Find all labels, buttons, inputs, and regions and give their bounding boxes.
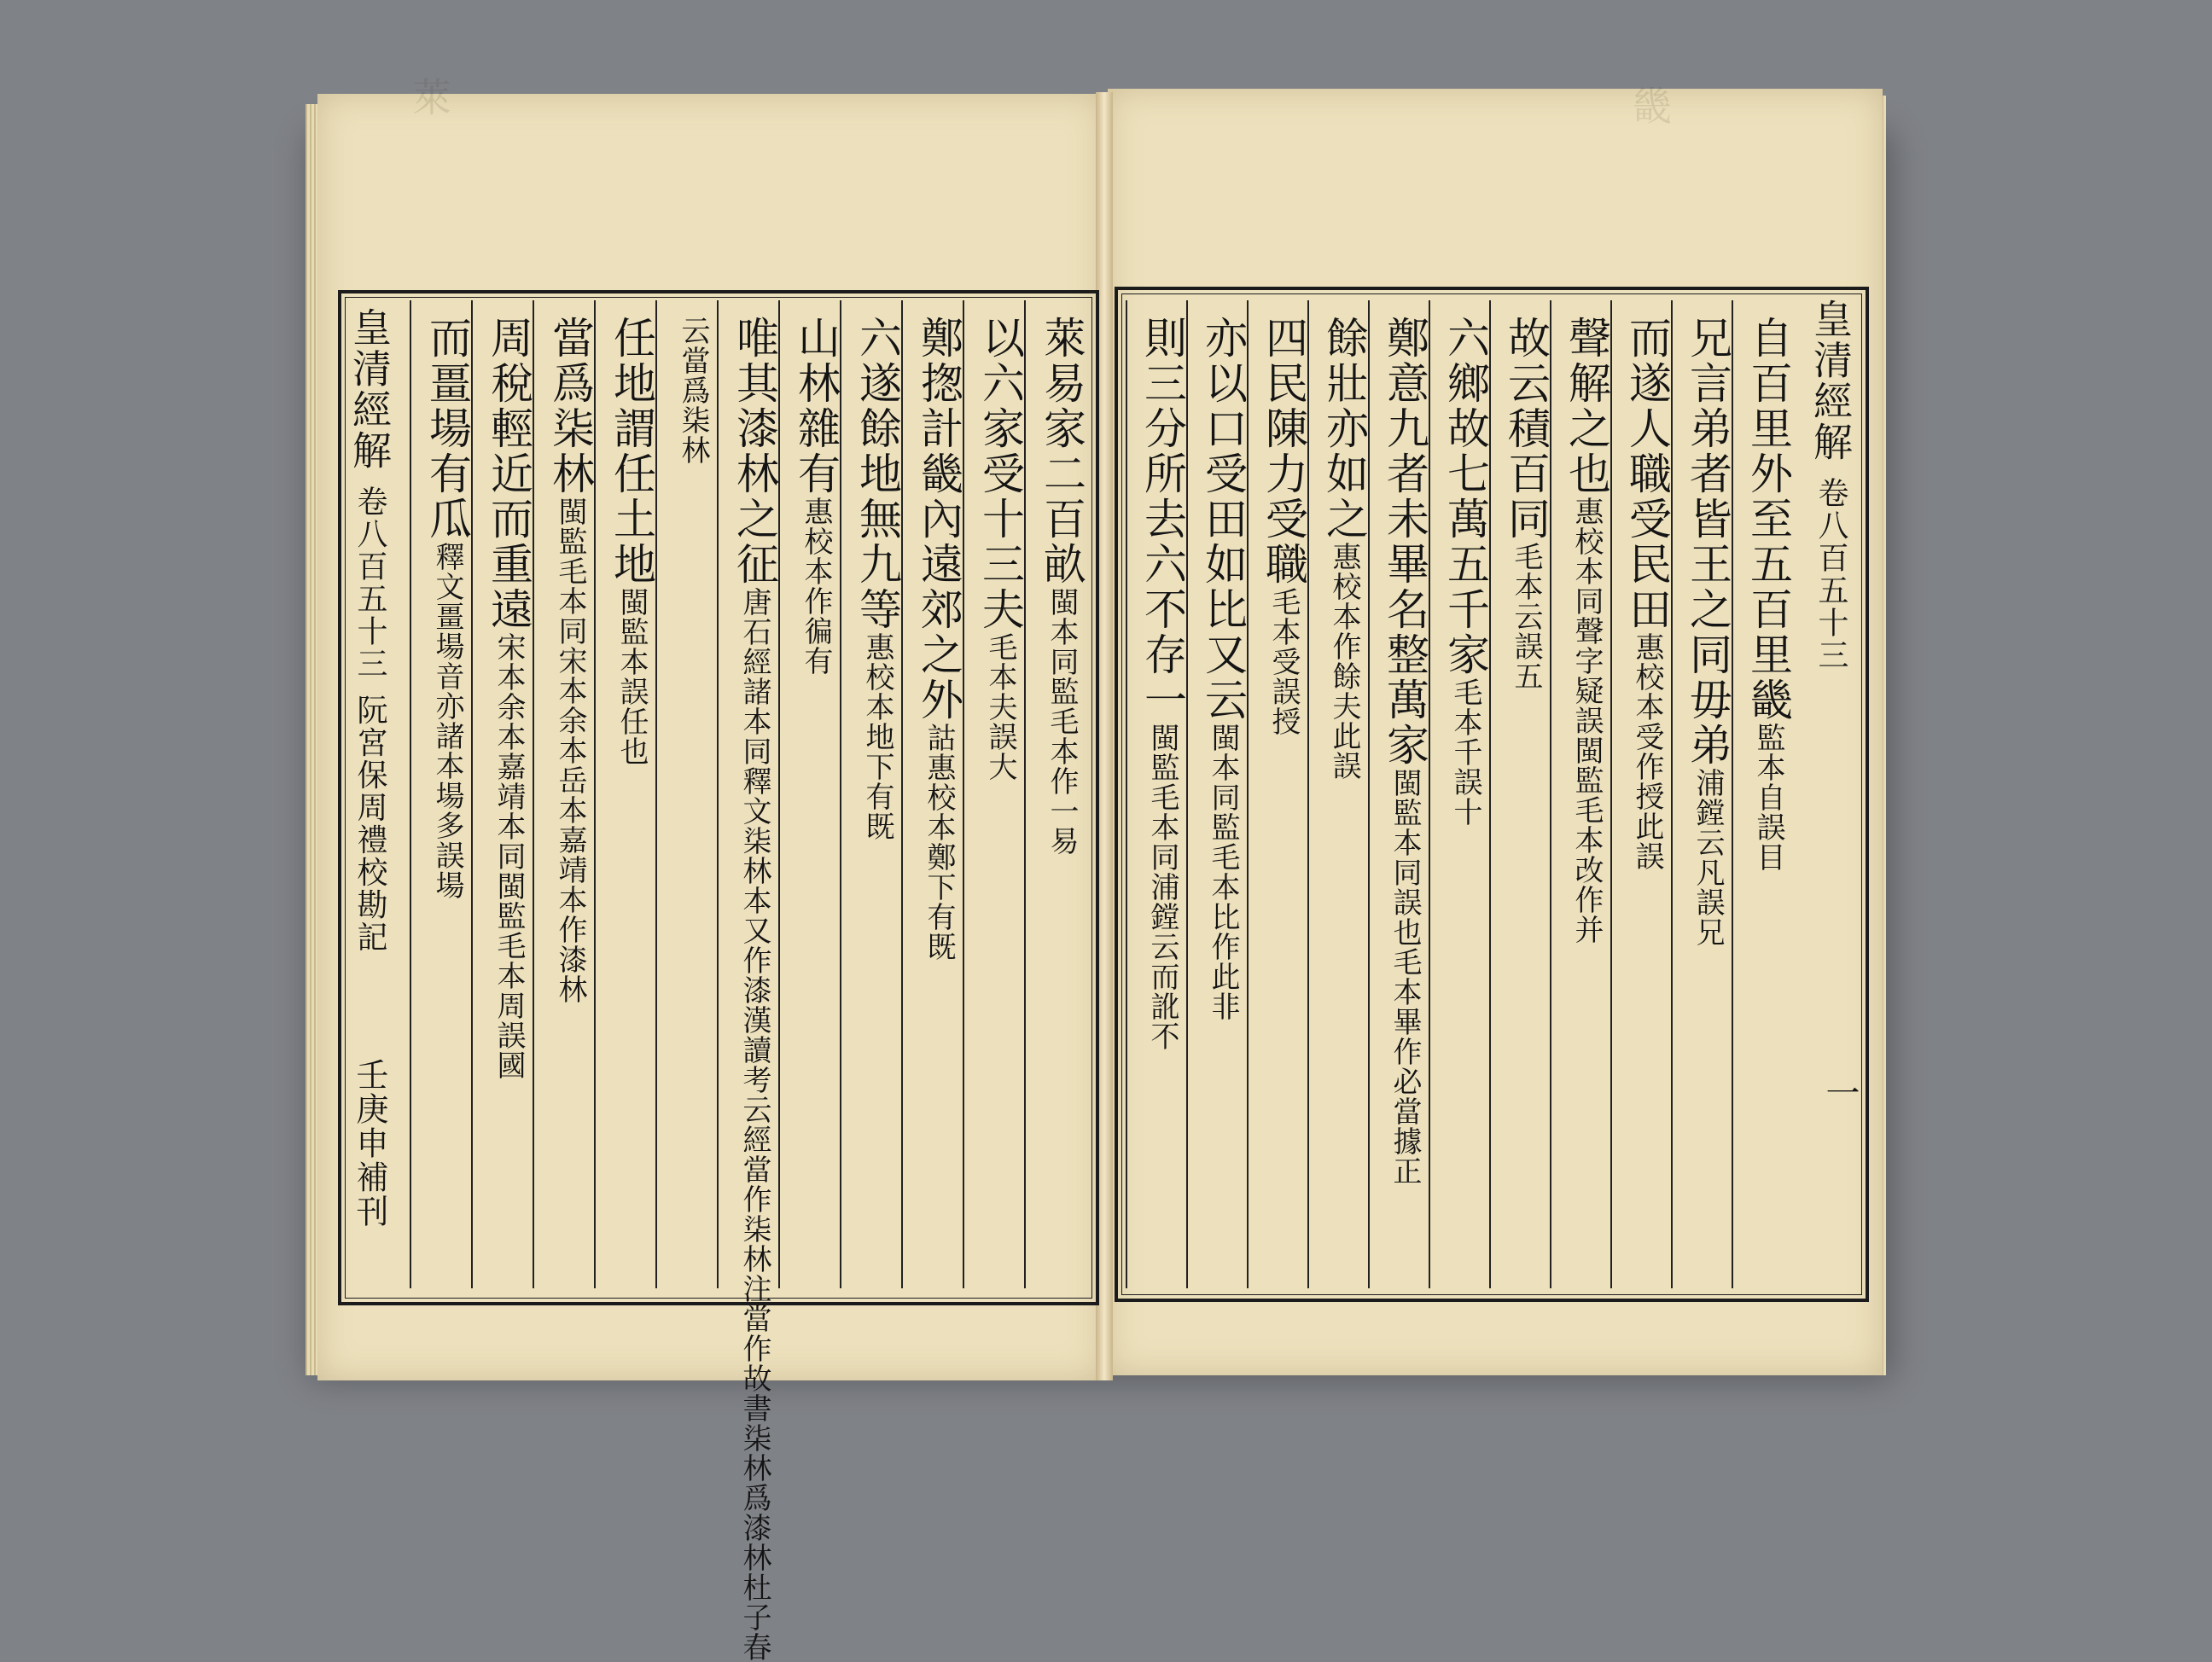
left-annotation-text: 閩監毛本同宋本余本岳本嘉靖本作漆林: [553, 497, 587, 1004]
left-main-text: 山林雜有: [791, 316, 841, 497]
left-main-text: 周稅輕近而重遠: [484, 316, 533, 632]
right-column-text: [1430, 300, 1491, 827]
left-annotation-text: 詁惠校本鄭下有既: [922, 723, 956, 962]
left-column: [655, 300, 719, 1288]
right-annotation-text: 惠校本受作授此誤: [1630, 632, 1664, 871]
right-main-text: 故云積百同: [1501, 316, 1551, 542]
left-column-text: [903, 300, 964, 962]
right-column-text: [1612, 300, 1673, 871]
left-main-text: 以六家受十三夫: [975, 316, 1025, 632]
right-column-text: [1673, 300, 1733, 947]
right-column-text: [1733, 300, 1794, 872]
right-main-text: 兄言弟者皆王之同毋弟: [1683, 316, 1732, 768]
right-spine-banner: [1802, 299, 1859, 671]
left-spine-book-title: 阮宮保周禮校勘記: [352, 694, 387, 954]
right-column: [1126, 300, 1188, 1288]
left-column: [471, 300, 534, 1288]
right-column-text: [1127, 300, 1188, 1051]
left-annotation-text: 惠校本地下有既: [860, 632, 894, 841]
left-annotation-text: 唐石經諸本同釋文柒林本又作漆漢讀考云經當作柒林注當作故書柒林爲漆林杜子春: [737, 587, 771, 1662]
left-main-text: 唯其漆林之征: [730, 316, 779, 587]
left-main-text: 當爲柒林: [545, 316, 595, 497]
right-annotation-text: 毛本云誤五: [1509, 542, 1543, 691]
right-main-text: 餘壯亦如之: [1319, 316, 1369, 542]
right-main-text: 而遂人職受民田: [1622, 316, 1672, 632]
left-spine-banner: [341, 307, 398, 953]
right-column-text: [1551, 300, 1612, 944]
right-column: [1610, 300, 1673, 1288]
right-column: [1429, 300, 1491, 1288]
left-column: [901, 300, 964, 1288]
bleed-through-mark: 萊: [406, 77, 452, 116]
left-main-text: 鄭揔計畿內遠郊之外: [914, 316, 963, 723]
left-annotation-text: 云當爲柒林: [676, 316, 710, 465]
left-printer-note: 壬庚申補刊: [351, 1058, 388, 1229]
left-spine-volume: 卷八百五十三: [352, 485, 387, 680]
left-column-text: [841, 300, 903, 841]
right-main-text: 六鄉故七萬五千家: [1441, 316, 1490, 677]
right-annotation-text: 閩監毛本同浦鏜云而訛不: [1145, 723, 1179, 1051]
left-column-text: [964, 300, 1026, 782]
right-annotation-text: 惠校本作餘夫此誤: [1327, 542, 1361, 781]
left-column-text: [411, 300, 473, 900]
left-annotation-text: 閩本同監毛本作一易: [1045, 587, 1079, 856]
left-annotation-text: 毛本夫誤大: [983, 632, 1017, 782]
right-annotation-text: 毛本受誤授: [1266, 587, 1301, 736]
left-column-text: [1026, 300, 1087, 856]
left-annotation-text: 惠校本作徧有: [799, 497, 833, 676]
right-annotation-text: 閩監本同誤也毛本畢作必當據正: [1388, 768, 1422, 1186]
right-annotation-text: 閩本同監毛本比作此非: [1206, 723, 1240, 1021]
left-column-text: [780, 300, 841, 676]
left-column: [533, 300, 596, 1288]
left-column-text: [473, 300, 534, 1080]
left-annotation-text: 釋文畺場音亦諸本場多誤場: [430, 542, 464, 900]
right-column-text: [1249, 300, 1309, 736]
right-main-text: 四民陳力受職: [1259, 316, 1308, 587]
left-column-text: [719, 300, 780, 1662]
right-annotation-text: 毛本千誤十: [1448, 677, 1482, 827]
right-column: [1307, 300, 1370, 1288]
right-column-text: [1188, 300, 1249, 1021]
right-main-text: 自百里外至五百里畿: [1743, 316, 1793, 723]
left-annotation-text: 閩監本誤任也: [614, 587, 649, 766]
right-column: [1732, 300, 1794, 1288]
left-column-text: [657, 300, 719, 465]
right-column-text: [1309, 300, 1370, 781]
right-column-text: [1491, 300, 1551, 691]
right-column: [1247, 300, 1309, 1288]
left-column: [963, 300, 1026, 1288]
left-column: [1024, 300, 1087, 1288]
left-column: [778, 300, 841, 1288]
right-main-text: 亦以口受田如比又云: [1198, 316, 1248, 723]
left-annotation-text: 宋本余本嘉靖本同閩監毛本周誤國: [492, 632, 526, 1080]
right-column: [1368, 300, 1430, 1288]
left-column: [717, 300, 780, 1662]
right-main-text: 鄭意九者未畢名整萬家: [1380, 316, 1429, 768]
left-main-text: 而畺場有瓜: [422, 316, 472, 542]
left-column-text: [596, 300, 657, 766]
left-main-text: 任地謂任土地: [607, 316, 656, 587]
right-column: [1186, 300, 1249, 1288]
right-column-text: [1370, 300, 1430, 1186]
left-column: [594, 300, 657, 1288]
left-column: [410, 300, 473, 1288]
left-spine-title: 皇清經解: [346, 307, 393, 471]
left-column: [840, 300, 903, 1288]
right-main-text: 則三分所去六不存一: [1138, 316, 1187, 723]
right-spine-title: 皇清經解: [1807, 299, 1854, 462]
left-main-text: 六遂餘地無九等: [853, 316, 902, 632]
right-main-text: 聲解之也: [1562, 316, 1611, 497]
right-column: [1671, 300, 1733, 1288]
right-column: [1550, 300, 1612, 1288]
bleed-through-mark: 畿: [1627, 85, 1673, 125]
right-annotation-text: 浦鏜云凡誤兄: [1691, 768, 1725, 947]
left-column-text: [534, 300, 596, 1004]
right-annotation-text: 監本自誤目: [1751, 723, 1785, 872]
right-annotation-text: 惠校本同聲字疑誤閩監毛本改作并: [1569, 497, 1604, 944]
right-page-number: 一: [1820, 1075, 1860, 1111]
right-column: [1489, 300, 1551, 1288]
right-spine-volume: 卷八百五十三: [1813, 476, 1848, 671]
left-main-text: 萊易家二百畝: [1037, 316, 1086, 587]
